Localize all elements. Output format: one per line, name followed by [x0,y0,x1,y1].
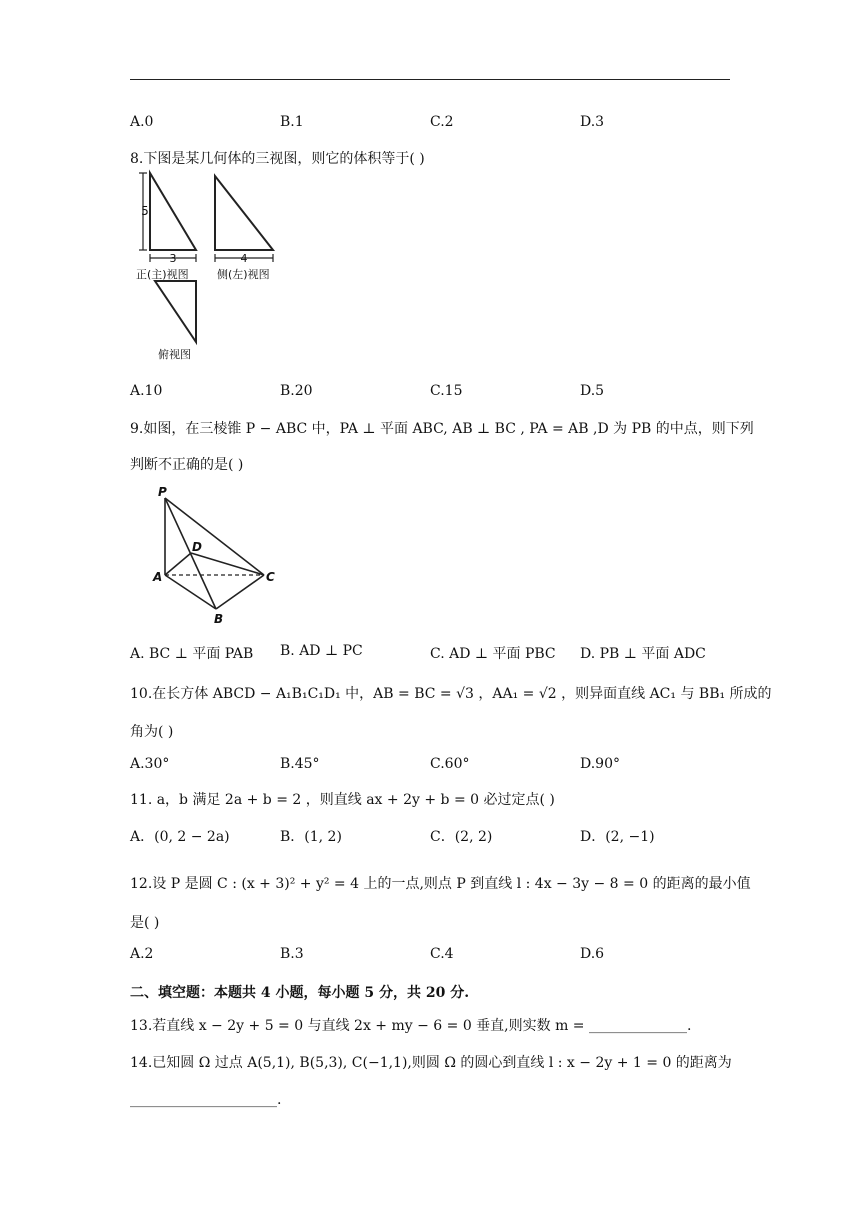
q8-option-c[interactable]: C.15 [430,383,463,399]
side-view-label: 侧(左)视图 [217,268,270,281]
section2-heading: 二、填空题：本题共 4 小题，每小题 5 分，共 20 分. [130,985,470,1001]
q11-option-c[interactable]: C．(2, 2) [430,829,493,845]
q8-stem: 8.下图是某几何体的三视图，则它的体积等于( ) [130,151,425,167]
q10-option-d[interactable]: D.90° [580,756,620,772]
q12-option-a[interactable]: A.2 [130,946,154,962]
q9-option-a[interactable]: A. BC ⊥ 平面 PAB [130,646,254,662]
q9-stem-line2: 判断不正确的是( ) [130,457,244,473]
q11-option-b[interactable]: B．(1, 2) [280,829,342,845]
vertex-C: C [266,570,275,584]
q13-stem: 13.若直线 x − 2y + 5 = 0 与直线 2x + my − 6 = 0 垂直,则实数 m = ______________. [130,1018,692,1034]
header-rule [130,79,730,80]
top-view-triangle [155,281,196,342]
vertex-B: B [214,612,224,626]
q10-option-a[interactable]: A.30° [130,756,170,772]
q7-option-b[interactable]: B.1 [280,114,304,130]
q9-option-b[interactable]: B. AD ⊥ PC [280,643,363,659]
q11-option-a[interactable]: A．(0, 2 − 2a) [130,829,230,845]
vertex-D: D [192,540,202,554]
q9-option-c[interactable]: C. AD ⊥ 平面 PBC [430,646,556,662]
side-view-triangle [215,176,273,250]
q14-stem-line2: _____________________. [130,1092,282,1108]
front-view-triangle [150,173,196,250]
q7-option-d[interactable]: D.3 [580,114,605,130]
q9-pyramid-figure [150,484,280,626]
dim-front-width-label: 3 [169,252,177,265]
q10-option-c[interactable]: C.60° [430,756,470,772]
q8-option-a[interactable]: A.10 [130,383,163,399]
vertex-A: A [153,570,163,584]
q10-stem-line1: 10.在长方体 ABCD − A₁B₁C₁D₁ 中，AB = BC = √3 ，AA₁ = √2 ，则异面直线 AC₁ 与 BB₁ 所成的 [130,686,772,702]
q12-option-b[interactable]: B.3 [280,946,304,962]
dim-height-label: 5 [141,204,149,218]
q9-stem-line1: 9.如图，在三棱锥 P − ABC 中，PA ⊥ 平面 ABC, AB ⊥ BC , PA = AB ,D 为 PB 的中点，则下列 [130,421,754,437]
front-view-label: 正(主)视图 [136,268,189,281]
q10-stem-line2: 角为( ) [130,724,174,740]
q11-stem: 11. a，b 满足 2a + b = 2 ，则直线 ax + 2y + b = 0 必过定点( ) [130,792,555,808]
q7-option-a[interactable]: A.0 [130,114,154,130]
vertex-P: P [158,485,167,499]
q14-stem-line1: 14.已知圆 Ω 过点 A(5,1), B(5,3), C(−1,1),则圆 Ω 的圆心到直线 l : x − 2y + 1 = 0 的距离为 [130,1055,732,1071]
q11-option-d[interactable]: D．(2, −1) [580,829,655,845]
q12-option-d[interactable]: D.6 [580,946,605,962]
q12-stem-line1: 12.设 P 是圆 C : (x + 3)² + y² = 4 上的一点,则点 P 到直线 l : 4x − 3y − 8 = 0 的距离的最小值 [130,876,751,892]
q8-option-d[interactable]: D.5 [580,383,605,399]
q10-option-b[interactable]: B.45° [280,756,320,772]
q8-option-b[interactable]: B.20 [280,383,313,399]
dim-side-width-label: 4 [240,252,248,265]
top-view-label: 俯视图 [158,348,191,361]
q9-option-d[interactable]: D. PB ⊥ 平面 ADC [580,646,706,662]
q8-three-view-figure [130,168,300,364]
q12-option-c[interactable]: C.4 [430,946,454,962]
q7-option-c[interactable]: C.2 [430,114,454,130]
q12-stem-line2: 是( ) [130,915,160,931]
